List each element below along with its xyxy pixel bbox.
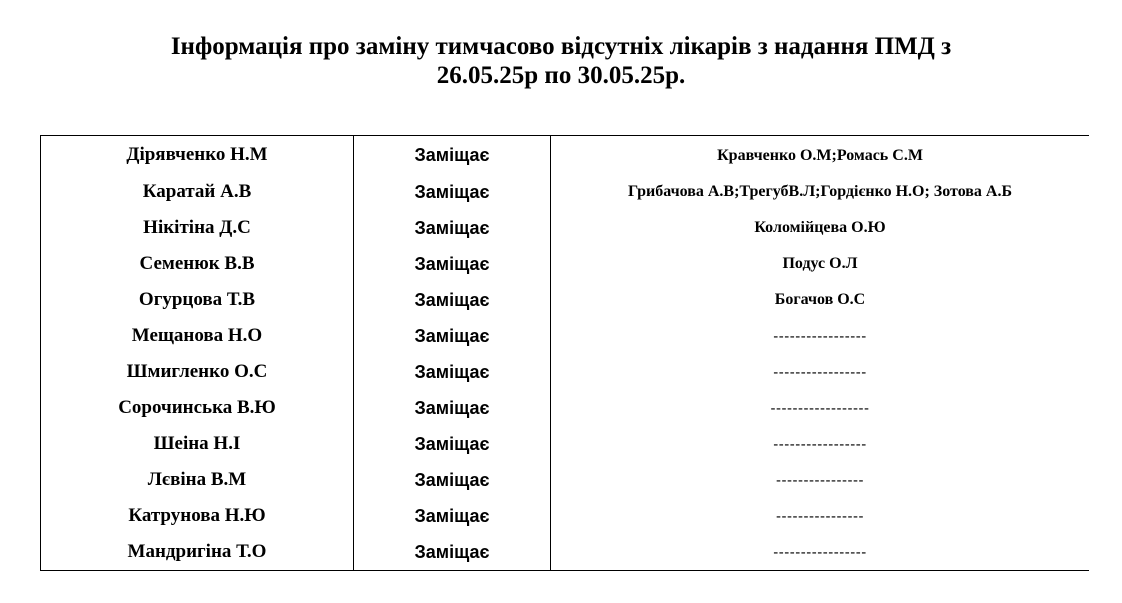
absent-doctor-cell: Нікітіна Д.С (41, 210, 354, 246)
table-row (41, 210, 1090, 246)
substitute-cell-empty: ----------------- (773, 435, 867, 453)
substitution-table (40, 135, 1089, 571)
substitute-cell: Грибачова А.В;ТрегубВ.Л;Гордієнко Н.О; Зотова А.Б (627, 183, 1013, 200)
absent-doctor-cell: Дірявченко Н.М (41, 136, 354, 175)
substitute-cell-empty: ----------------- (551, 534, 1090, 571)
substitute-cell-empty: ----------------- (773, 327, 867, 345)
absent-doctor-cell: Семенюк В.В (41, 246, 354, 282)
substitute-cell: Коломійцева О.Ю (754, 219, 886, 236)
absent-doctor-cell: Огурцова Т.В (41, 282, 354, 318)
action-cell: Заміщає (354, 426, 551, 462)
table-row (41, 390, 1090, 426)
action-cell: Заміщає (354, 354, 551, 390)
table-row (41, 246, 1090, 282)
substitute-cell: Кравченко О.М;Ромась С.М (551, 136, 1090, 175)
document-title (0, 32, 1122, 90)
table-row (41, 354, 1090, 390)
action-cell: Заміщає (354, 318, 551, 354)
action-cell: Заміщає (354, 390, 551, 426)
absent-doctor-cell: Мещанова Н.О (41, 318, 354, 354)
absent-doctor-cell: Катрунова Н.Ю (41, 498, 354, 534)
absent-doctor-cell: Лєвіна В.М (41, 462, 354, 498)
action-cell: Заміщає (354, 282, 551, 318)
table-row (41, 534, 1090, 571)
absent-doctor-cell: Мандригіна Т.О (41, 534, 354, 571)
table-row (41, 174, 1090, 210)
action-cell: Заміщає (354, 210, 551, 246)
substitute-cell: Подус О.Л (782, 255, 858, 272)
table-row (41, 318, 1090, 354)
absent-doctor-cell: Шмигленко О.С (41, 354, 354, 390)
substitute-cell-empty: ------------------ (770, 399, 870, 417)
action-cell: Заміщає (354, 174, 551, 210)
action-cell: Заміщає (354, 462, 551, 498)
table-row (41, 426, 1090, 462)
action-cell: Заміщає (354, 498, 551, 534)
substitute-cell: Богачов О.С (774, 291, 866, 308)
table-row (41, 136, 1090, 175)
table-row (41, 282, 1090, 318)
absent-doctor-cell: Сорочинська В.Ю (41, 390, 354, 426)
substitution-table-body (41, 136, 1090, 571)
action-cell: Заміщає (354, 246, 551, 282)
substitute-cell-empty: ---------------- (776, 507, 864, 525)
document-title-line-1: Інформація про заміну тимчасово відсутніх лікарів з надання ПМД з (170, 33, 952, 60)
action-cell: Заміщає (354, 136, 551, 175)
substitute-cell-empty: ---------------- (776, 471, 864, 489)
table-row (41, 498, 1090, 534)
action-cell: Заміщає (354, 534, 551, 571)
table-row (41, 462, 1090, 498)
absent-doctor-cell: Каратай А.В (41, 174, 354, 210)
absent-doctor-cell: Шеіна Н.І (41, 426, 354, 462)
substitute-cell-empty: ----------------- (773, 363, 867, 381)
document-title-line-2: 26.05.25р по 30.05.25р. (436, 62, 686, 89)
